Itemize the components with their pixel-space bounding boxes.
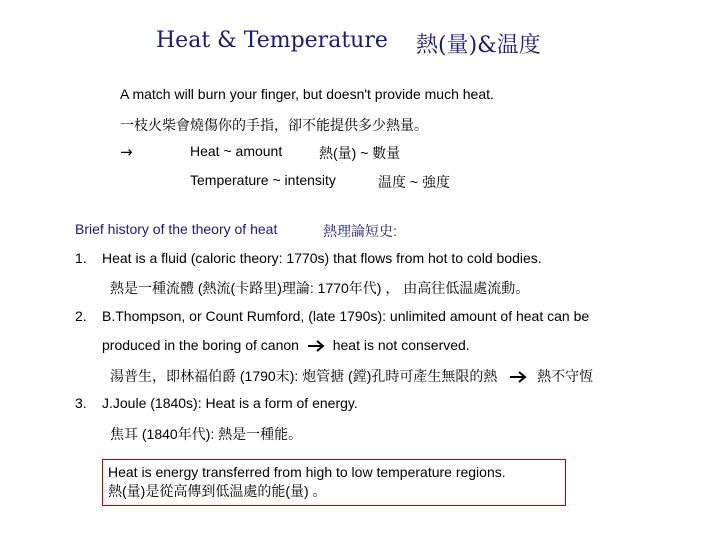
intro-line-chinese: 一枝火柴會燒傷你的手指，卻不能提供多少熱量。 [120, 117, 428, 133]
list-item-chinese-result: 熱不守恆 [537, 368, 594, 384]
right-arrow-icon [307, 340, 327, 352]
list-item-english-continued [102, 337, 470, 353]
list-item-chinese-continued [110, 366, 593, 386]
list-item-english: Heat is a fluid (caloric theory: 1770s) that flows from hot to cold bodies. [102, 250, 542, 266]
list-item-english: J.Joule (1840s): Heat is a form of energy. [102, 395, 358, 411]
temperature-intensity-english: Temperature ~ intensity [190, 172, 336, 188]
list-item-chinese: 熱是一種流體 (熱流(卡路里)理論: 1770年代) ， 由高往低温處流動。 [110, 280, 530, 296]
history-heading-english: Brief history of the theory of heat [75, 221, 278, 237]
right-arrow-icon: → [120, 143, 133, 161]
title-chinese: 熱(量)&温度 [416, 33, 541, 58]
list-item-number: 3. [75, 395, 87, 411]
intro-line-english: A match will burn your finger, but doesn't provide much heat. [120, 86, 494, 102]
list-item-english: B.Thompson, or Count Rumford, (late 1790s): unlimited amount of heat can be [102, 308, 590, 324]
list-item-chinese: 焦耳 (1840年代): 熱是一種能。 [110, 426, 303, 442]
right-arrow-icon [509, 371, 529, 383]
heat-amount-chinese: 熱(量) ~ 數量 [319, 145, 401, 161]
list-item-english-result: heat is not conserved. [332, 337, 470, 353]
list-item-number: 2. [75, 308, 87, 324]
history-heading-chinese: 熱理論短史: [323, 223, 397, 239]
temperature-intensity-chinese: 温度 ~ 強度 [378, 174, 450, 190]
definition-english: Heat is energy transferred from high to low temperature regions. [108, 464, 506, 480]
list-item-english-cause: produced in the boring of canon [102, 337, 299, 353]
definition-chinese: 熱(量)是從高傳到低温處的能(量) 。 [108, 483, 327, 499]
heat-amount-english: Heat ~ amount [190, 143, 283, 159]
definition-box [102, 459, 566, 506]
title-english: Heat & Temperature [156, 28, 388, 53]
list-item-number: 1. [75, 250, 87, 266]
list-item-chinese-cause: 湯普生，即林福伯爵 (1790末): 炮管搪 (鏜)孔時可產生無限的熱 [110, 368, 498, 384]
